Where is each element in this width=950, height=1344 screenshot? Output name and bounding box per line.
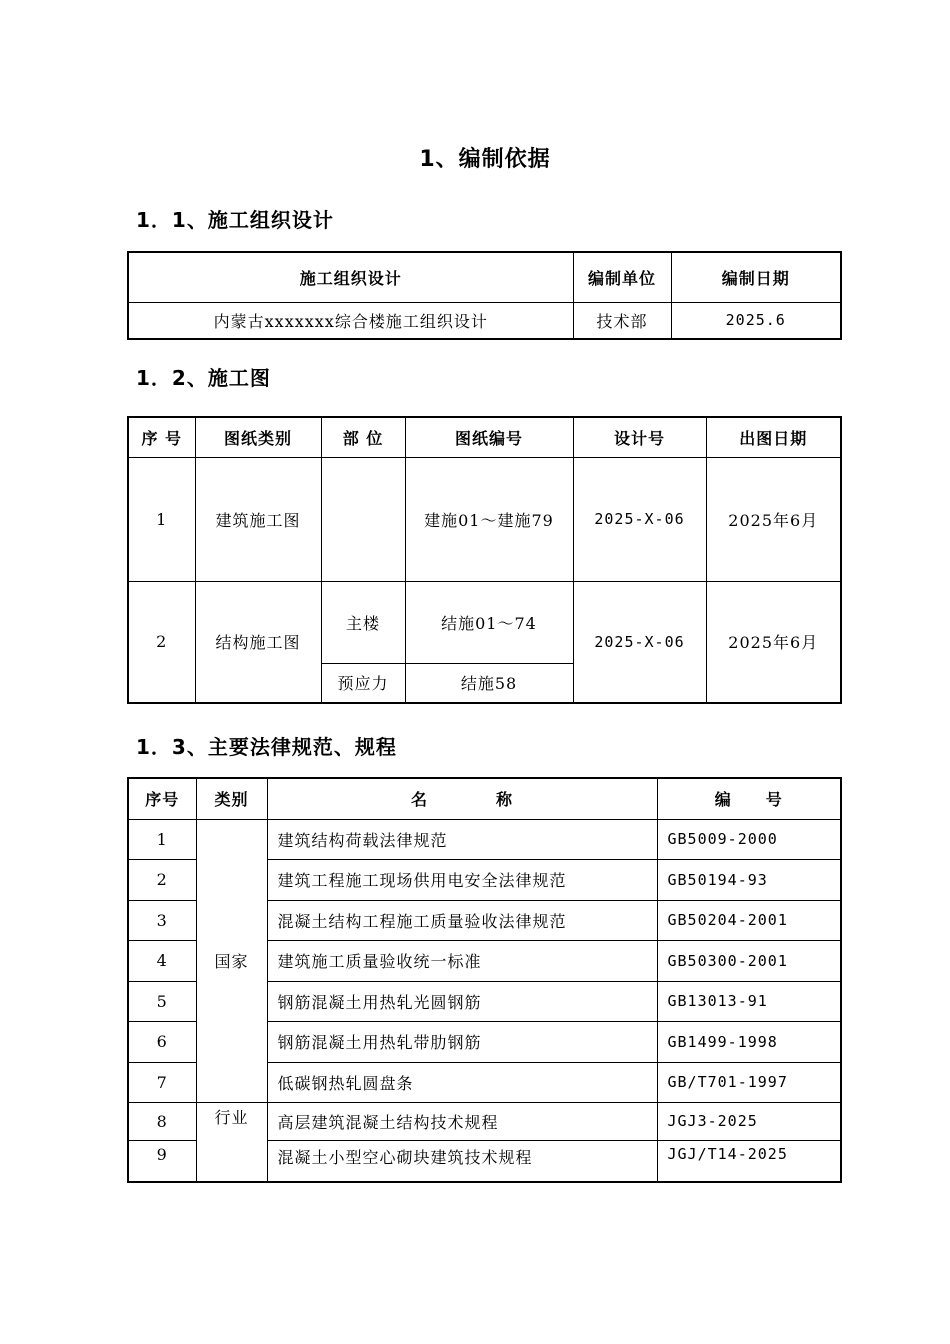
section-heading-1-2: 1．2、施工图 bbox=[136, 366, 271, 390]
table-standards bbox=[127, 777, 842, 1183]
standard-code: JGJ/T14-2025 bbox=[657, 1140, 841, 1182]
standard-name: 混凝土结构工程施工质量验收法律规范 bbox=[267, 900, 657, 940]
table-drawings bbox=[127, 416, 842, 704]
header-cell: 编制单位 bbox=[573, 252, 671, 302]
table-row bbox=[128, 819, 841, 859]
standard-code: GB13013-91 bbox=[657, 981, 841, 1021]
standard-name: 钢筋混凝土用热轧带肋钢筋 bbox=[267, 1021, 657, 1062]
standard-name: 建筑工程施工现场供用电安全法律规范 bbox=[267, 859, 657, 900]
category-national: 国家 bbox=[196, 819, 267, 1102]
row-number: 4 bbox=[128, 940, 196, 981]
standard-name: 钢筋混凝土用热轧光圆钢筋 bbox=[267, 981, 657, 1021]
table-header-row bbox=[128, 252, 841, 302]
row-number: 5 bbox=[128, 981, 196, 1021]
table-row bbox=[128, 581, 841, 663]
standard-name: 高层建筑混凝土结构技术规程 bbox=[267, 1102, 657, 1140]
header-cell: 设计号 bbox=[573, 417, 706, 457]
drawing-category: 建筑施工图 bbox=[195, 457, 321, 581]
design-name-cell: 内蒙古xxxxxxx综合楼施工组织设计 bbox=[128, 302, 573, 339]
table-row bbox=[128, 1102, 841, 1140]
standard-code: GB1499-1998 bbox=[657, 1021, 841, 1062]
header-cell: 图纸编号 bbox=[405, 417, 573, 457]
row-number: 6 bbox=[128, 1021, 196, 1062]
header-cell: 名 称 bbox=[267, 778, 657, 819]
drawing-part: 主楼 bbox=[321, 581, 405, 663]
header-cell: 序号 bbox=[128, 778, 196, 819]
drawing-code: 结施01～74 bbox=[405, 581, 573, 663]
section-heading-1-3: 1．3、主要法律规范、规程 bbox=[136, 735, 397, 759]
issue-date: 2025年6月 bbox=[706, 457, 841, 581]
unit-cell: 技术部 bbox=[573, 302, 671, 339]
header-cell: 编 号 bbox=[657, 778, 841, 819]
row-number: 2 bbox=[128, 859, 196, 900]
drawing-category: 结构施工图 bbox=[195, 581, 321, 703]
header-cell: 部 位 bbox=[321, 417, 405, 457]
standard-code: GB50204-2001 bbox=[657, 900, 841, 940]
section-heading-1-1: 1．1、施工组织设计 bbox=[136, 208, 334, 232]
row-number: 9 bbox=[128, 1140, 196, 1182]
drawing-code: 结施58 bbox=[405, 663, 573, 703]
drawing-part bbox=[321, 457, 405, 581]
category-industry: 行业 bbox=[196, 1102, 267, 1182]
table-header-row bbox=[128, 417, 841, 457]
header-cell: 类别 bbox=[196, 778, 267, 819]
design-number: 2025-X-06 bbox=[573, 457, 706, 581]
table-row bbox=[128, 302, 841, 339]
row-number: 3 bbox=[128, 900, 196, 940]
date-cell: 2025.6 bbox=[671, 302, 841, 339]
row-number: 1 bbox=[128, 457, 195, 581]
table-header-row bbox=[128, 778, 841, 819]
standard-code: GB5009-2000 bbox=[657, 819, 841, 859]
table-construction-design bbox=[127, 251, 842, 340]
header-cell: 编制日期 bbox=[671, 252, 841, 302]
standard-code: GB/T701-1997 bbox=[657, 1062, 841, 1102]
page-title: 1、编制依据 bbox=[419, 147, 551, 172]
issue-date: 2025年6月 bbox=[706, 581, 841, 703]
row-number: 2 bbox=[128, 581, 195, 703]
standard-code: JGJ3-2025 bbox=[657, 1102, 841, 1140]
header-cell: 施工组织设计 bbox=[128, 252, 573, 302]
standard-name: 混凝土小型空心砌块建筑技术规程 bbox=[267, 1140, 657, 1182]
row-number: 1 bbox=[128, 819, 196, 859]
row-number: 7 bbox=[128, 1062, 196, 1102]
standard-name: 低碳钢热轧圆盘条 bbox=[267, 1062, 657, 1102]
standard-name: 建筑施工质量验收统一标准 bbox=[267, 940, 657, 981]
design-number: 2025-X-06 bbox=[573, 581, 706, 703]
standard-name: 建筑结构荷载法律规范 bbox=[267, 819, 657, 859]
drawing-code: 建施01～建施79 bbox=[405, 457, 573, 581]
header-cell: 序 号 bbox=[128, 417, 195, 457]
header-cell: 图纸类别 bbox=[195, 417, 321, 457]
row-number: 8 bbox=[128, 1102, 196, 1140]
standard-code: GB50300-2001 bbox=[657, 940, 841, 981]
header-cell: 出图日期 bbox=[706, 417, 841, 457]
table-row bbox=[128, 457, 841, 581]
drawing-part: 预应力 bbox=[321, 663, 405, 703]
standard-code: GB50194-93 bbox=[657, 859, 841, 900]
